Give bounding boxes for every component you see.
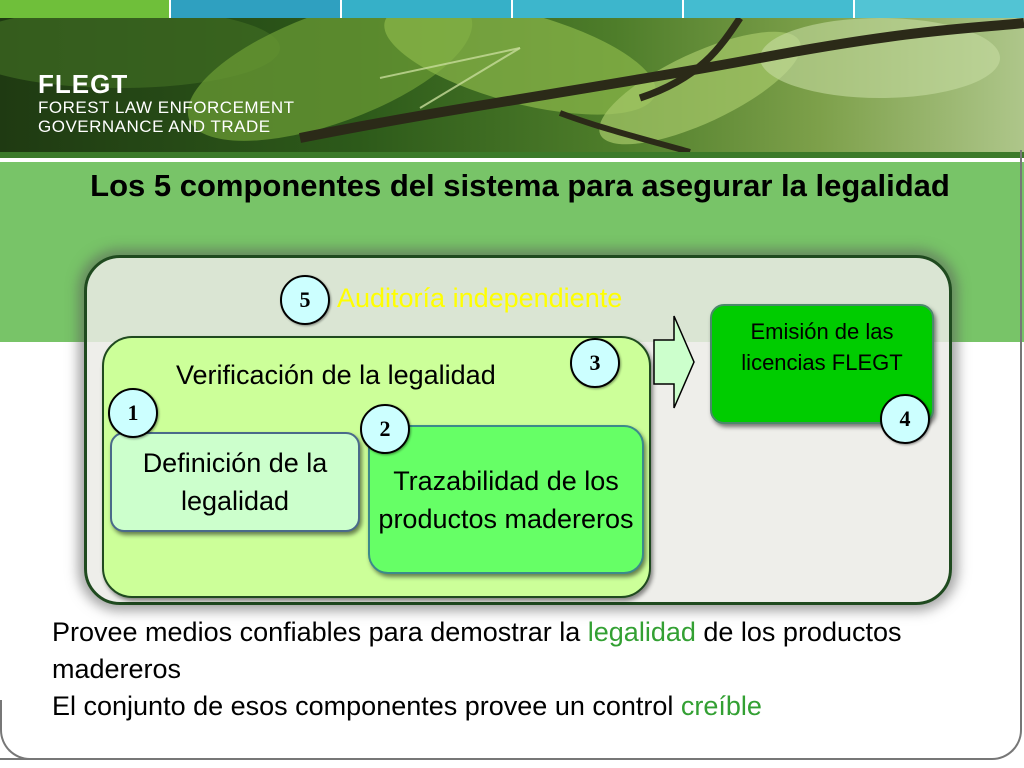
- summary-line-1-suffix: de los productos madereros: [52, 617, 902, 684]
- logo-title: FLEGT: [38, 69, 129, 99]
- header-banner: [0, 18, 1024, 152]
- audit-label: Auditoría independiente: [337, 283, 623, 313]
- license-label: Emisión de las licencias FLEGT: [741, 319, 903, 375]
- verification-label: Verificación de la legalidad: [176, 360, 496, 390]
- number-badge-3: 3: [570, 338, 620, 388]
- definition-box: [110, 432, 360, 532]
- traceability-box: [368, 425, 644, 574]
- number-badge-4: 4: [880, 394, 930, 444]
- strip-segment: [513, 0, 684, 18]
- summary-highlight-legalidad: legalidad: [587, 617, 696, 647]
- top-color-strip: [0, 0, 1024, 18]
- logo-line-2: GOVERNANCE AND TRADE: [38, 117, 271, 136]
- logo-line-1: FOREST LAW ENFORCEMENT: [38, 98, 295, 117]
- strip-segment: [855, 0, 1024, 18]
- summary-line-2-prefix: El conjunto de esos componentes provee un control: [52, 691, 681, 721]
- definition-label: Definición de la legalidad: [142, 448, 328, 516]
- summary-line-1-prefix: Provee medios confiables para demostrar la: [52, 617, 588, 647]
- summary-line-2: [52, 688, 972, 725]
- strip-segment: [171, 0, 342, 18]
- strip-segment: [684, 0, 855, 18]
- traceability-label: Trazabilidad de los productos madereros: [378, 465, 634, 534]
- number-badge-1: 1: [108, 388, 158, 438]
- page-title: Los 5 componentes del sistema para asegurar la legalidad: [90, 168, 950, 203]
- right-arrow-icon: [652, 314, 698, 410]
- summary-text: [52, 614, 972, 725]
- summary-highlight-creible: creíble: [680, 691, 762, 721]
- summary-line-1: [52, 614, 972, 688]
- slide-frame-corner: [0, 700, 42, 760]
- banner-divider: [0, 152, 1024, 158]
- number-badge-2: 2: [360, 404, 410, 454]
- strip-segment: [342, 0, 513, 18]
- strip-segment: [0, 0, 171, 18]
- flegt-logo: [38, 70, 295, 136]
- number-badge-5: 5: [280, 275, 330, 325]
